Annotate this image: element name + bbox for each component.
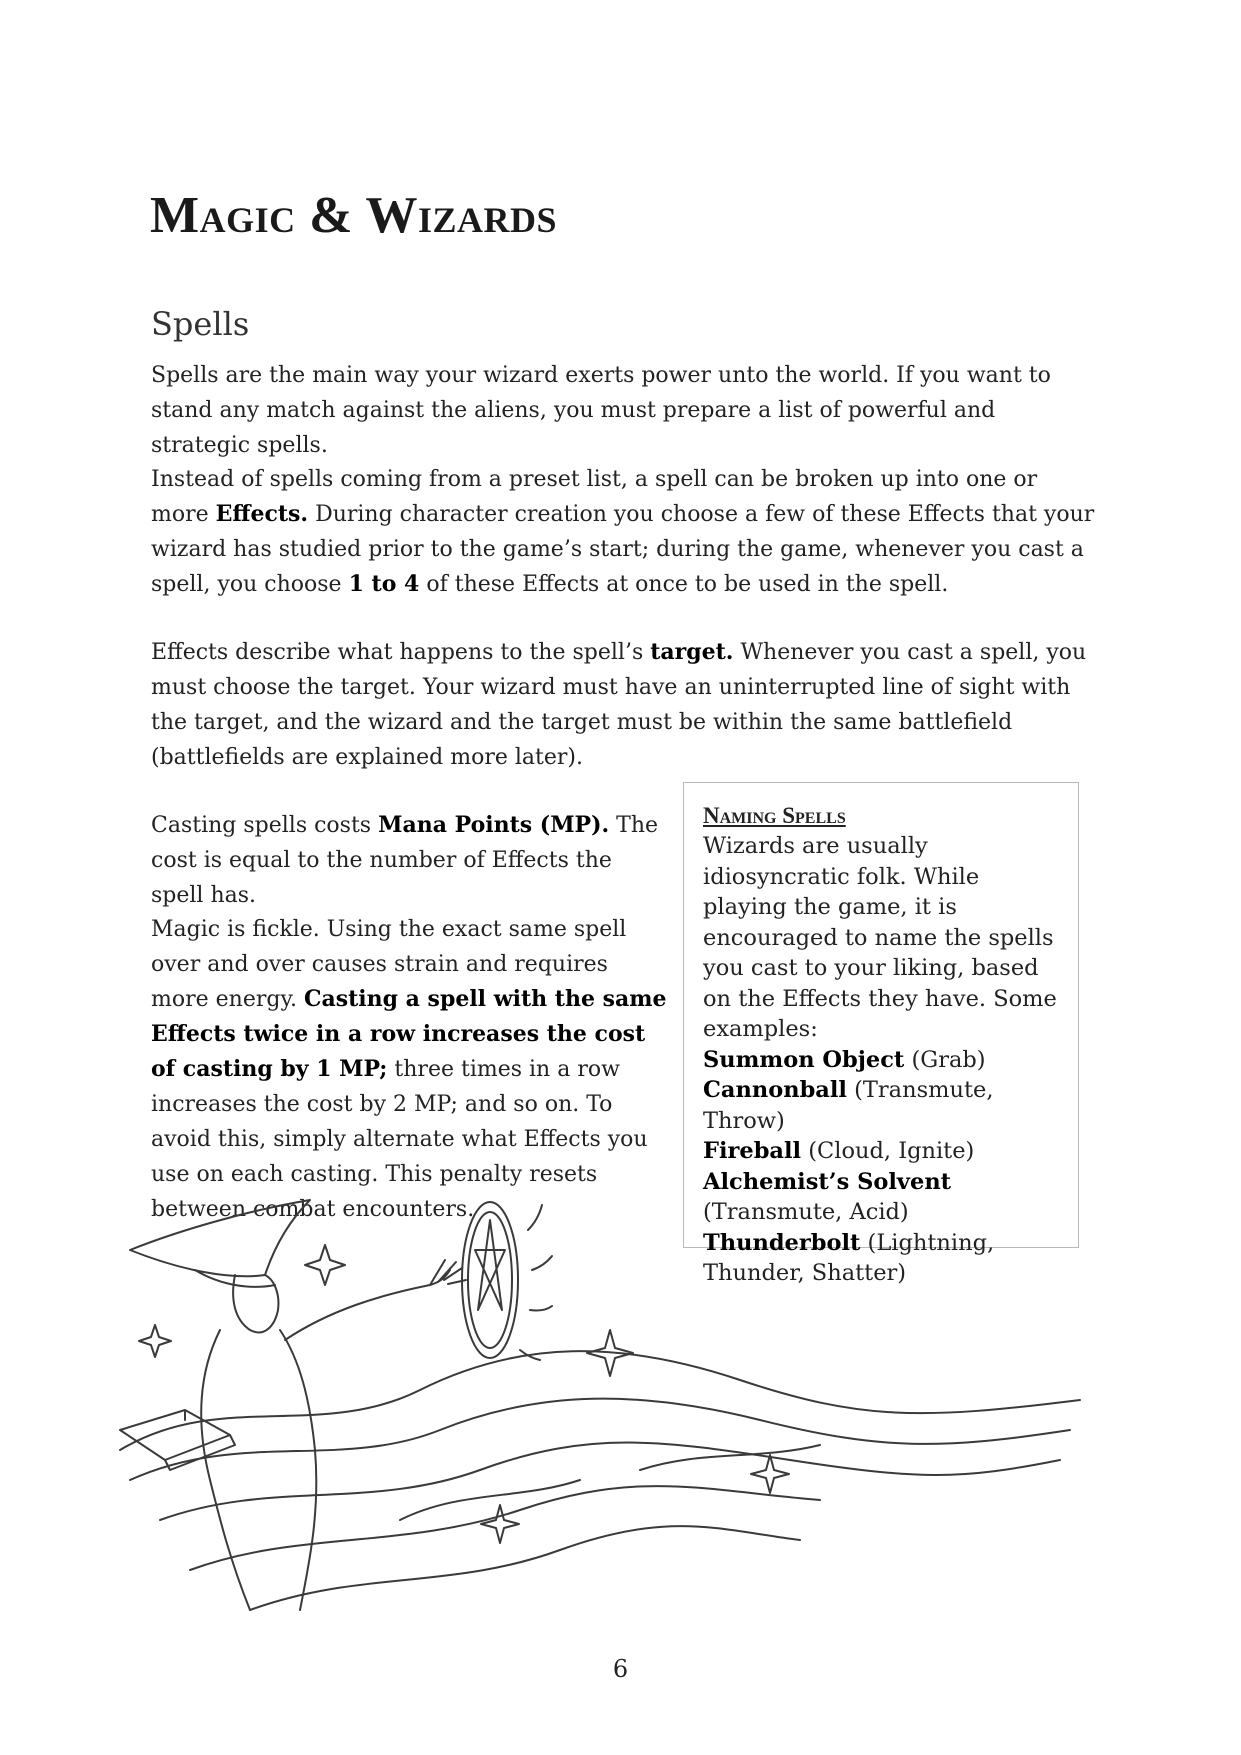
paragraph-text: Casting spells costs [151,813,379,838]
spell-example-name: Thunderbolt [703,1229,861,1256]
page-number: 6 [612,1655,629,1683]
wizard-arm-icon [285,1270,450,1340]
spell-example-effects: (Lightning, Thunder, Shatter) [703,1229,995,1286]
paragraph-text: three times in a row increases the cost by 2 MP; and so on. To avoid this, simply alternate what Effects you use on each casting. This penalty resets between combat encounters. [151,1057,648,1222]
spell-example-effects: (Cloud, Ignite) [801,1138,975,1164]
paragraph-effects [151,462,1101,602]
paragraph-text: Whenever you cast a spell, you must choose the target. Your wizard must have an uninterrupted line of sight with the target, and the wizard and the target must be within the same battlefield (battlefields are explained more later). [151,640,1087,770]
rule-repeat-penalty: Casting a spell with the same Effects twice in a row increases the cost of casting by 1 MP; [151,986,667,1082]
spell-example-effects: (Transmute, Acid) [703,1199,909,1225]
term-target: target. [650,639,734,665]
paragraph-text: Effects describe what happens to the spell’s [151,640,651,665]
spell-example [703,1136,1060,1167]
spell-example [703,1045,1060,1076]
wizard-hat-icon [130,1200,310,1276]
sparkle-icon [305,1245,345,1285]
paragraph-spells-intro [151,358,1101,463]
spell-example-effects: (Grab) [904,1046,986,1073]
paragraph-target [151,635,1101,775]
spell-example-name: Fireball [703,1138,802,1164]
paragraph-text: During character creation you choose a few of these Effects that your wizard has studied prior to the game’s start; during the game, whenever you cast a spell, you choose [151,502,1095,597]
spell-example-name: Cannonball [703,1077,847,1103]
spell-example [703,1075,1060,1136]
term-mana-points: Mana Points (MP). [378,812,610,838]
paragraph-mana-cost [151,808,671,913]
paragraph-penalty [151,912,671,1227]
wizard-robe-icon [201,1330,316,1610]
sidebar-title: Naming Spells [703,803,846,828]
paragraph-text: Magic is fickle. Using the exact same spell over and over causes strain and requires more energy. [151,917,627,1012]
page-title: Magic & Wizards [150,187,558,244]
sparkle-icon [751,1455,789,1493]
naming-spells-sidebar [683,782,1079,1286]
sparkle-icon [139,1325,171,1357]
spell-example-name: Alchemist’s Solvent [703,1168,952,1195]
sparkle-icon [481,1505,519,1543]
magic-wave-icon [120,1351,1080,1610]
wizard-head-icon [233,1275,278,1332]
magic-circle-icon [462,1202,552,1360]
paragraph-text: Spells are the main way your wizard exerts power unto the world. If you want to stand any match against the aliens, you must prepare a list of powerful and strategic spells. [151,363,1051,458]
term-effects: Effects. [215,501,309,527]
section-heading-spells: Spells [151,305,250,343]
paragraph-text: The cost is equal to the number of Effects the spell has. [151,813,659,908]
spell-example-name: Summon Object [703,1046,905,1073]
paragraph-text: Instead of spells coming from a preset list, a spell can be broken up into one or more [151,467,1038,527]
wizard-casting-illustration [100,1190,1100,1620]
paragraph-text: of these Effects at once to be used in the spell. [419,572,949,597]
spell-example-effects: (Transmute, Throw) [703,1077,994,1134]
sidebar-intro: Wizards are usually idiosyncratic folk. While playing the game, it is encouraged to name the spells you cast to your liking, based on the Effects they have. Some examples: [703,833,1057,1042]
term-effect-count: 1 to 4 [348,571,420,597]
